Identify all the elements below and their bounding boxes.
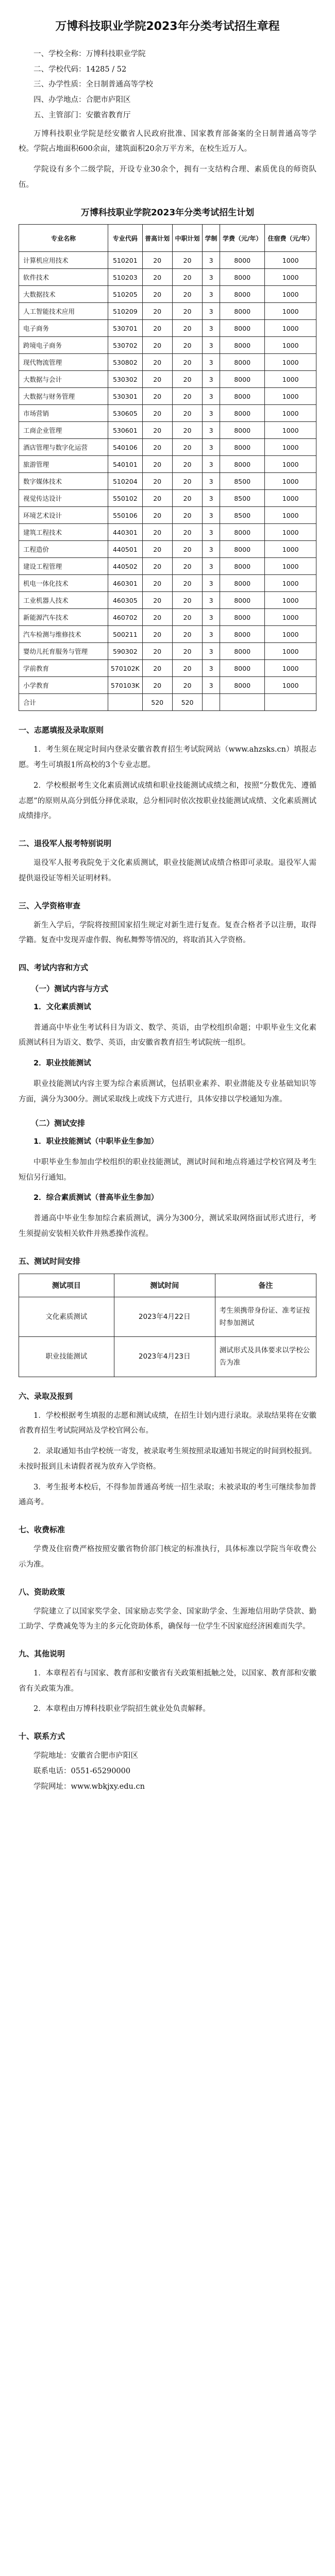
table-cell: 540101 [108,456,142,473]
table-cell: 440301 [108,524,142,541]
table-cell: 20 [172,320,202,337]
table-cell: 20 [172,422,202,439]
table-cell: 20 [142,354,172,371]
table-cell: 工程造价 [19,541,108,558]
contact-line: 学院网址：www.wbkjxy.edu.cn [34,1782,145,1791]
table-cell: 20 [142,490,172,507]
table-cell: 20 [172,541,202,558]
table-cell: 590302 [108,643,142,660]
table-cell: 8000 [220,303,264,320]
table-cell: 3 [203,439,220,456]
table-cell: 1000 [265,320,316,337]
table-cell: 20 [142,269,172,286]
school-info-line: 五、主管部门：安徽省教育厅 [34,111,131,120]
table-cell: 20 [142,677,172,694]
section-heading: 七、收费标准 [19,1525,65,1535]
table-cell: 3 [203,558,220,575]
table-cell: 8500 [220,473,264,490]
table-cell: 8000 [220,643,264,660]
table-cell: 市场营销 [19,405,108,422]
paragraph: 2．本章程由万博科技职业学院招生就业处负责解释。 [34,1705,210,1714]
table-cell: 8500 [220,490,264,507]
table-cell: 20 [142,439,172,456]
table-cell: 20 [172,337,202,354]
table-cell: 3 [203,286,220,303]
table-cell: 20 [172,507,202,524]
paragraph: 学院建立了以国家奖学金、国家励志奖学金、国家助学金、生源地信用助学贷款、勤工助学、学费减免等为主的多元化资助体系，确保每一位学生不因家庭经济困难而失学。 [19,1607,316,1631]
section-heading: 九、其他说明 [19,1649,65,1658]
table-cell: 学前教育 [19,660,108,677]
table-cell: 20 [172,558,202,575]
table-cell: 20 [142,524,172,541]
section-heading: 一、志愿填报及录取原则 [19,725,104,735]
table-cell: 旅游管理 [19,456,108,473]
table-row [19,626,316,643]
table-row [19,422,316,439]
paragraph: 学费及住宿费严格按照安徽省物价部门核定的标准执行，具体标准以学院当年收费公示为准。 [19,1545,316,1569]
table-cell: 510209 [108,303,142,320]
table-cell: 文化素质测试 [19,1297,114,1337]
column-header: 住宿费（元/年） [265,225,316,252]
table-cell: 考生须携带身份证、准考证按时参加测试 [215,1297,316,1337]
table-cell: 8000 [220,541,264,558]
table-cell: 视觉传达设计 [19,490,108,507]
section-heading: 三、入学资格审查 [19,901,81,910]
table-cell: 3 [203,252,220,269]
table-cell: 8000 [220,524,264,541]
table-cell: 8000 [220,354,264,371]
table-cell: 软件技术 [19,269,108,286]
table-cell: 20 [142,473,172,490]
intro-paragraph: 万博科技职业学院是经安徽省人民政府批准、国家教育部备案的全日制普通高等学校。学院占地面积600余亩，建筑面积20余万平方米，在校生近万人。 [19,129,316,154]
table-cell: 计算机应用技术 [19,252,108,269]
paragraph: 1．文化素质测试 [34,1003,91,1011]
table-cell: 20 [172,252,202,269]
table-cell: 8000 [220,592,264,609]
table-row [19,677,316,694]
school-info [19,47,316,124]
paragraph: 2．录取通知书由学校统一寄发，被录取考生须按照录取通知书规定的时间到校报到。未按时报到且未请假者视为放弃入学资格。 [19,1447,316,1471]
table-cell: 20 [172,286,202,303]
table-cell: 20 [172,473,202,490]
table-cell: 1000 [265,252,316,269]
table-row [19,592,316,609]
table-cell: 460702 [108,609,142,626]
table-cell: 1000 [265,592,316,609]
school-info-line: 四、办学地点：合肥市庐阳区 [34,96,131,105]
table-cell: 20 [172,643,202,660]
table-cell: 3 [203,371,220,388]
paragraph: 1．职业技能测试（中职毕业生参加） [34,1138,159,1146]
table-row [19,269,316,286]
table-body [19,252,316,711]
table-cell: 440502 [108,558,142,575]
table-cell: 2023年4月22日 [114,1297,215,1337]
paragraph: 1．学校根据考生填报的志愿和测试成绩，在招生计划内进行录取。录取结果将在安徽省教育招生考试院网站及学校官网公布。 [19,1411,316,1435]
table-cell: 1000 [265,643,316,660]
table-cell: 20 [172,388,202,405]
table-cell: 20 [172,660,202,677]
table-cell: 20 [142,592,172,609]
table-cell: 新能源汽车技术 [19,609,108,626]
table-cell: 20 [142,660,172,677]
table-row [19,337,316,354]
table-row [19,371,316,388]
column-header: 测试项目 [19,1274,114,1297]
school-info-line: 二、学校代码：14285 / 52 [34,65,127,74]
paragraph: 退役军人报考我院免于文化素质测试，职业技能测试成绩合格即可录取。退役军人需提供退役证等相关证明材料。 [19,859,316,883]
table-cell: 20 [142,286,172,303]
table-cell: 20 [172,524,202,541]
table-cell: 20 [172,371,202,388]
paragraph: 新生入学后，学院将按照国家招生规定对新生进行复查。复查合格者予以注册，取得学籍。复查中发现弄虚作假、徇私舞弊等情况的，将取消其入学资格。 [19,921,316,945]
table-cell: 530702 [108,337,142,354]
column-header: 备注 [215,1274,316,1297]
table-cell: 测试形式及具体要求以学校公告为准 [215,1337,316,1377]
table-cell: 3 [203,575,220,592]
table-cell: 现代物流管理 [19,354,108,371]
column-header: 专业代码 [108,225,142,252]
section-heading: 六、录取及报到 [19,1391,73,1401]
table-cell: 3 [203,473,220,490]
table-cell: 1000 [265,388,316,405]
table-header-row [19,1274,316,1297]
table-cell: 1000 [265,507,316,524]
table-cell: 8000 [220,609,264,626]
table-cell: 小学教育 [19,677,108,694]
paragraph: 2．综合素质测试（普高毕业生参加） [34,1194,159,1202]
plan-table-title: 万博科技职业学院2023年分类考试招生计划 [80,208,255,218]
table-cell: 8000 [220,337,264,354]
table-cell: 20 [172,575,202,592]
table-cell: 8000 [220,422,264,439]
table-cell: 1000 [265,524,316,541]
table-row [19,405,316,422]
table-cell: 20 [142,643,172,660]
table-cell: 550106 [108,507,142,524]
table-cell: 20 [172,439,202,456]
table-cell [203,694,220,711]
table-row [19,1297,316,1337]
table-cell: 540106 [108,439,142,456]
enrollment-plan-table [19,224,316,711]
table-cell: 1000 [265,609,316,626]
table-cell: 职业技能测试 [19,1337,114,1377]
subsection-heading: （二）测试安排 [31,1118,86,1128]
table-cell: 1000 [265,473,316,490]
table-cell: 1000 [265,456,316,473]
table-row [19,490,316,507]
section-heading: 八、资助政策 [19,1587,65,1597]
table-cell: 20 [172,405,202,422]
table-cell: 8000 [220,405,264,422]
table-cell: 20 [142,456,172,473]
table-cell: 20 [172,269,202,286]
section-heading: 四、考试内容和方式 [19,962,89,972]
table-cell: 8000 [220,558,264,575]
table-cell: 570103K [108,677,142,694]
table-cell: 大数据与会计 [19,371,108,388]
table-cell: 机电一体化技术 [19,575,108,592]
table-cell: 3 [203,490,220,507]
table-row [19,660,316,677]
table-cell: 570102K [108,660,142,677]
table-cell: 530605 [108,405,142,422]
table-cell: 电子商务 [19,320,108,337]
table-cell: 20 [172,354,202,371]
table-cell: 环境艺术设计 [19,507,108,524]
table-cell: 3 [203,507,220,524]
table-cell: 20 [142,609,172,626]
schedule-table [19,1274,316,1377]
table-row [19,286,316,303]
table-cell: 2023年4月23日 [114,1337,215,1377]
table-cell: 8000 [220,320,264,337]
table-cell: 3 [203,405,220,422]
contact-line: 学院地址：安徽省合肥市庐阳区 [34,1752,138,1760]
table-row [19,694,316,711]
table-cell: 3 [203,320,220,337]
table-cell: 3 [203,269,220,286]
table-cell: 3 [203,337,220,354]
paragraph: 中职毕业生参加由学校组织的职业技能测试，测试时间和地点将通过学校官网及考生短信另行通知。 [19,1158,316,1182]
table-cell: 550102 [108,490,142,507]
paragraph: 普通高中毕业生考试科目为语文、数学、英语，由学校组织命题；中职毕业生文化素质测试科目为语文、数学、英语，由安徽省教育招生考试院统一组织。 [19,1023,316,1047]
table-cell: 3 [203,677,220,694]
table-cell: 1000 [265,422,316,439]
table-cell: 20 [142,626,172,643]
table-row [19,354,316,371]
table-cell: 20 [172,626,202,643]
table-cell: 婴幼儿托育服务与管理 [19,643,108,660]
table-cell: 520 [172,694,202,711]
table-row [19,252,316,269]
paragraph: 2．学校根据考生文化素质测试成绩和职业技能测试成绩之和，按照“分数优先、遵循志愿”的原则从高分到低分择优录取，总分相同时依次按职业技能测试成绩、文化素质测试成绩排序。 [19,781,316,821]
table-cell: 1000 [265,626,316,643]
table-cell: 8000 [220,388,264,405]
table-cell: 8500 [220,507,264,524]
table-row [19,507,316,524]
table-cell: 8000 [220,456,264,473]
section-heading: 二、退役军人报考特别说明 [19,839,112,849]
column-header: 学制 [203,225,220,252]
table-cell: 8000 [220,677,264,694]
paragraph: 1．本章程若有与国家、教育部和安徽省有关政策相抵触之处，以国家、教育部和安徽省有关政策为准。 [19,1669,316,1693]
table-cell: 8000 [220,626,264,643]
table-cell: 1000 [265,354,316,371]
page-title: 万博科技职业学院2023年分类考试招生章程 [55,20,280,33]
table-cell: 20 [172,456,202,473]
table-cell: 3 [203,303,220,320]
table-cell: 440501 [108,541,142,558]
table-row [19,456,316,473]
table-cell: 530302 [108,371,142,388]
table-cell: 跨境电子商务 [19,337,108,354]
table-cell: 530301 [108,388,142,405]
table-cell: 工业机器人技术 [19,592,108,609]
column-header: 学费（元/年） [220,225,264,252]
table-cell: 8000 [220,371,264,388]
table-cell [265,694,316,711]
intro-paragraph: 学院设有多个二级学院，开设专业30余个，拥有一支结构合理、素质优良的师资队伍。 [19,165,316,189]
table-cell: 3 [203,660,220,677]
table-cell: 3 [203,524,220,541]
table-cell: 20 [142,252,172,269]
column-header: 专业名称 [19,225,108,252]
table-row [19,303,316,320]
table-cell: 3 [203,643,220,660]
table-cell: 510201 [108,252,142,269]
table-cell: 3 [203,354,220,371]
table-cell: 1000 [265,490,316,507]
table-cell: 1000 [265,575,316,592]
table-cell: 20 [142,371,172,388]
table-cell: 1000 [265,303,316,320]
table-cell: 520 [142,694,172,711]
column-header: 测试时间 [114,1274,215,1297]
table-cell: 合计 [19,694,108,711]
table-cell: 20 [142,575,172,592]
table-row [19,575,316,592]
table-cell: 20 [142,320,172,337]
table-cell: 530802 [108,354,142,371]
table-cell: 20 [142,405,172,422]
table-cell: 20 [142,388,172,405]
table-cell: 1000 [265,286,316,303]
table-cell: 8000 [220,269,264,286]
section-heading: 五、测试时间安排 [19,1256,81,1266]
table-cell: 建筑工程技术 [19,524,108,541]
table-row [19,388,316,405]
table-cell [108,694,142,711]
school-info-line: 一、学校全称：万博科技职业学院 [34,50,146,58]
table-row [19,609,316,626]
table-cell: 1000 [265,558,316,575]
table-row [19,1337,316,1377]
table-cell: 20 [142,541,172,558]
table-cell: 工商企业管理 [19,422,108,439]
table-cell: 20 [142,507,172,524]
table-cell: 建设工程管理 [19,558,108,575]
table-cell: 20 [172,609,202,626]
table-cell: 1000 [265,371,316,388]
table-cell: 大数据技术 [19,286,108,303]
table-cell: 1000 [265,405,316,422]
table-cell: 20 [142,422,172,439]
table-row [19,541,316,558]
table-row [19,643,316,660]
table-row [19,439,316,456]
table-cell: 20 [172,490,202,507]
paragraph: 职业技能测试内容主要为综合素质测试，包括职业素养、职业潜能及专业基础知识等方面，满分为300分。测试采取线上或线下方式进行，具体安排以学校通知为准。 [19,1079,316,1104]
table-cell: 数字媒体技术 [19,473,108,490]
table-cell: 3 [203,592,220,609]
table-cell: 3 [203,422,220,439]
table-cell: 8000 [220,575,264,592]
table-cell: 8000 [220,660,264,677]
table-cell: 530701 [108,320,142,337]
table-cell: 3 [203,541,220,558]
table-cell: 1000 [265,269,316,286]
table-cell [220,694,264,711]
table-row [19,473,316,490]
contact-line: 联系电话：0551-65290000 [34,1767,131,1775]
table-cell: 1000 [265,337,316,354]
table-cell: 3 [203,626,220,643]
table-cell: 1000 [265,660,316,677]
table-cell: 20 [172,303,202,320]
column-header: 中职计划 [172,225,202,252]
table-header-row [19,225,316,252]
column-header: 普高计划 [142,225,172,252]
table-cell: 510204 [108,473,142,490]
section-heading: 十、联系方式 [19,1732,65,1741]
table-cell: 1000 [265,439,316,456]
table-cell: 汽车检测与维修技术 [19,626,108,643]
paragraph: 2．职业技能测试 [34,1059,91,1068]
table-cell: 人工智能技术应用 [19,303,108,320]
paragraph: 3．考生报考本校后，不得参加普通高考统一招生录取；未被录取的考生可继续参加普通高考。 [19,1483,316,1507]
table-cell: 510203 [108,269,142,286]
table-cell: 20 [172,592,202,609]
table-row [19,524,316,541]
table-cell: 大数据与财务管理 [19,388,108,405]
table-cell: 1000 [265,677,316,694]
table-cell: 510205 [108,286,142,303]
paragraph: 普通高中毕业生参加综合素质测试，满分为300分，测试采取网络面试形式进行，考生须提前安装相关软件并熟悉操作流程。 [19,1214,316,1238]
table-cell: 酒店管理与数字化运营 [19,439,108,456]
table-cell: 460305 [108,592,142,609]
table-cell: 8000 [220,286,264,303]
table-cell: 1000 [265,541,316,558]
table-cell: 460301 [108,575,142,592]
table-cell: 8000 [220,252,264,269]
table-cell: 3 [203,388,220,405]
subsection-heading: （一）测试内容与方式 [31,984,109,993]
table-cell: 20 [142,558,172,575]
paragraph: 1．考生须在规定时间内登录安徽省教育招生考试院网站（www.ahzsks.cn）填报志愿。考生可填报1所高校的3个专业志愿。 [19,745,316,770]
table-cell: 3 [203,456,220,473]
table-cell: 20 [172,677,202,694]
school-info-line: 三、办学性质：全日制普通高等学校 [34,80,153,89]
table-cell: 20 [142,303,172,320]
table-row [19,320,316,337]
table-cell: 8000 [220,439,264,456]
table-cell: 3 [203,609,220,626]
table-cell: 20 [142,337,172,354]
table-row [19,558,316,575]
table-cell: 500211 [108,626,142,643]
table-cell: 530601 [108,422,142,439]
